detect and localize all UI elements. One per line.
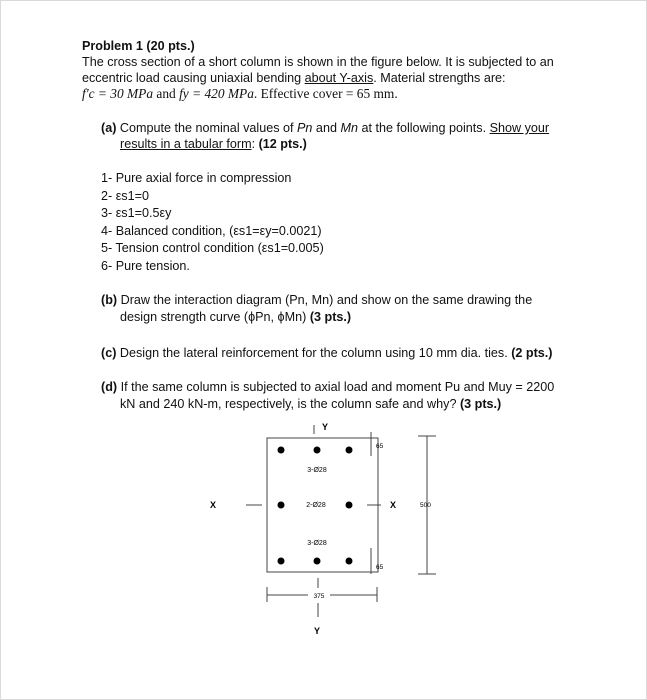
part-a-underline-2: results in a tabular form <box>120 137 252 151</box>
part-c-points: (2 pts.) <box>511 346 553 360</box>
rebar-bottom-right <box>346 558 353 565</box>
axis-x-left-label: X <box>209 500 217 510</box>
rebar-middle-right <box>346 502 353 509</box>
fy-value: fy = 420 MPa <box>179 86 254 101</box>
rebar-bottom-middle <box>314 558 321 565</box>
part-b-label: (b) <box>101 293 118 307</box>
dim-height-label: 500 <box>420 502 431 509</box>
bars-middle-label: 2-Ø28 <box>306 502 326 509</box>
axis-y-bottom-label: Y <box>313 626 321 636</box>
part-d-points: (3 pts.) <box>459 397 502 411</box>
pn-symbol: Pn <box>297 121 313 135</box>
mn-symbol: Mn <box>340 121 358 135</box>
part-a-and: and <box>312 121 341 135</box>
rebar-top-left <box>278 447 285 454</box>
list-item-2: 2- εs1=0 <box>101 189 149 203</box>
axis-y-top-label: Y <box>322 422 329 432</box>
list-item-3: 3- εs1=0.5εy <box>101 206 172 220</box>
dim-cover-bottom-label: 65 <box>376 564 384 571</box>
rebar-middle-left <box>278 502 285 509</box>
dim-width-label: 375 <box>313 593 325 600</box>
rebar-bottom-left <box>278 558 285 565</box>
part-b-points: (3 pts.) <box>309 310 352 324</box>
part-a-points: (12 pts.) <box>258 137 307 151</box>
problem-intro-line-1: The cross section of a short column is shown in the figure below. It is subjected to an <box>82 55 554 69</box>
list-item-5: 5- Tension control condition (εs1=0.005) <box>101 241 324 255</box>
part-d-text-2: kN and 240 kN-m, respectively, is the column safe and why? <box>120 397 460 411</box>
problem-title: Problem 1 (20 pts.) <box>82 39 195 53</box>
dim-cover-top-label: 65 <box>376 443 384 450</box>
bars-top-label: 3-Ø28 <box>307 467 327 474</box>
intro-text: eccentric load causing uniaxial bending <box>82 71 305 85</box>
part-a-colon: : <box>251 137 259 151</box>
cover-text: . Effective cover = 65 mm. <box>253 86 398 101</box>
rebar-top-right <box>346 447 353 454</box>
part-c-text: Design the lateral reinforcement for the column using 10 mm dia. ties. <box>116 346 512 360</box>
part-a-underline-1: Show your <box>489 121 550 135</box>
part-d-text-1: If the same column is subjected to axial load and moment Pu and Muy = 2200 <box>117 380 555 394</box>
fc-fy-joiner: and <box>153 86 180 101</box>
rebar-top-middle <box>314 447 321 454</box>
list-item-4: 4- Balanced condition, (εs1=εy=0.0021) <box>101 224 322 238</box>
intro-axis-underlined: about Y-axis <box>304 71 374 85</box>
part-a-text-2: at the following points. <box>357 121 490 135</box>
part-a-text: Compute the nominal values of <box>116 121 298 135</box>
part-a-label: (a) <box>101 121 117 135</box>
list-item-1: 1- Pure axial force in compression <box>101 171 292 185</box>
list-item-6: 6- Pure tension. <box>101 259 190 273</box>
bars-bottom-label: 3-Ø28 <box>307 540 327 547</box>
part-d-label: (d) <box>101 380 118 394</box>
part-b-text-1: Draw the interaction diagram (Pn, Mn) and show on the same drawing the <box>117 293 533 307</box>
intro-material-text: . Material strengths are: <box>373 71 506 85</box>
part-c-label: (c) <box>101 346 117 360</box>
fc-value: f'c = 30 MPa <box>82 86 154 101</box>
axis-x-right-label: X <box>389 500 397 510</box>
part-b-text-2: design strength curve (ϕPn, ϕMn) <box>120 310 310 324</box>
